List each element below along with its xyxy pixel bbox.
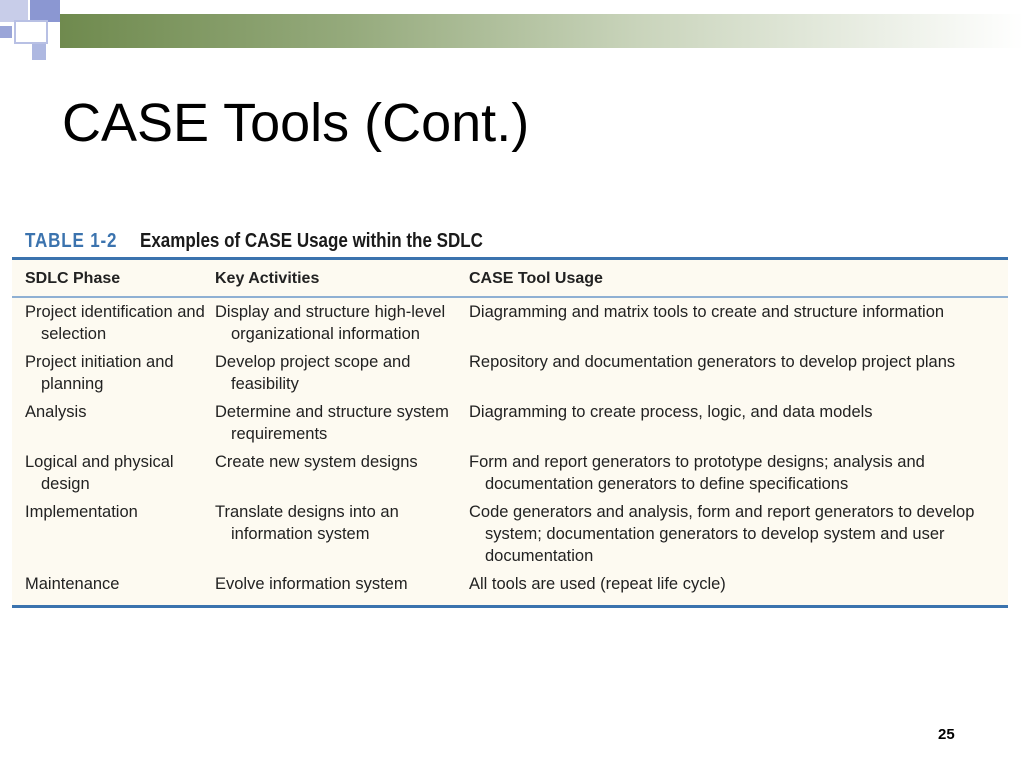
decoration-square xyxy=(32,44,46,60)
sdlc-table xyxy=(12,260,1008,605)
table-caption-text: Examples of CASE Usage within the SDLC xyxy=(139,230,483,252)
table-bottom-rule xyxy=(12,605,1008,608)
table-cell: Determine and structure system requirements xyxy=(215,403,449,443)
table-cell: Repository and documentation generators to develop project plans xyxy=(469,353,956,371)
table-cell: Create new system designs xyxy=(215,453,418,471)
case-usage-table xyxy=(12,224,1008,608)
decoration-square xyxy=(30,0,60,22)
table-cell: Project initiation and planning xyxy=(25,353,174,393)
header-decoration-bar xyxy=(60,14,1024,48)
table-row xyxy=(12,498,1008,570)
table-cell: Form and report generators to prototype designs; analysis and documentation generators to define specifications xyxy=(469,453,925,493)
table-cell: All tools are used (repeat life cycle) xyxy=(469,575,726,593)
slide-title: CASE Tools (Cont.) xyxy=(62,93,530,153)
column-header: CASE Tool Usage xyxy=(469,270,603,287)
table-cell: Code generators and analysis, form and report generators to develop system; documentation generators to develop system and user documentation xyxy=(469,503,975,565)
decoration-square xyxy=(0,0,28,22)
table-row xyxy=(12,448,1008,498)
table-row xyxy=(12,398,1008,448)
table-header-row xyxy=(12,260,1008,296)
table-row xyxy=(12,298,1008,348)
table-cell: Display and structure high-level organizational information xyxy=(215,303,446,343)
table-cell: Maintenance xyxy=(25,575,120,593)
table-row xyxy=(12,570,1008,605)
table-label: TABLE 1-2 xyxy=(25,230,118,252)
table-cell: Project identification and selection xyxy=(25,303,205,343)
decoration-square xyxy=(14,20,48,44)
page-number: 25 xyxy=(938,726,955,743)
table-cell: Develop project scope and feasibility xyxy=(215,353,411,393)
table-cell: Evolve information system xyxy=(215,575,408,593)
table-cell: Implementation xyxy=(25,503,138,521)
table-cell: Diagramming to create process, logic, and data models xyxy=(469,403,873,421)
table-caption xyxy=(12,224,1008,257)
table-cell: Translate designs into an information system xyxy=(215,503,399,543)
column-header: SDLC Phase xyxy=(25,270,121,287)
table-cell: Logical and physical design xyxy=(25,453,174,493)
table-row xyxy=(12,348,1008,398)
column-header: Key Activities xyxy=(215,270,320,287)
table-cell: Diagramming and matrix tools to create and structure information xyxy=(469,303,945,321)
decoration-square xyxy=(0,26,12,38)
table-cell: Analysis xyxy=(25,403,87,421)
